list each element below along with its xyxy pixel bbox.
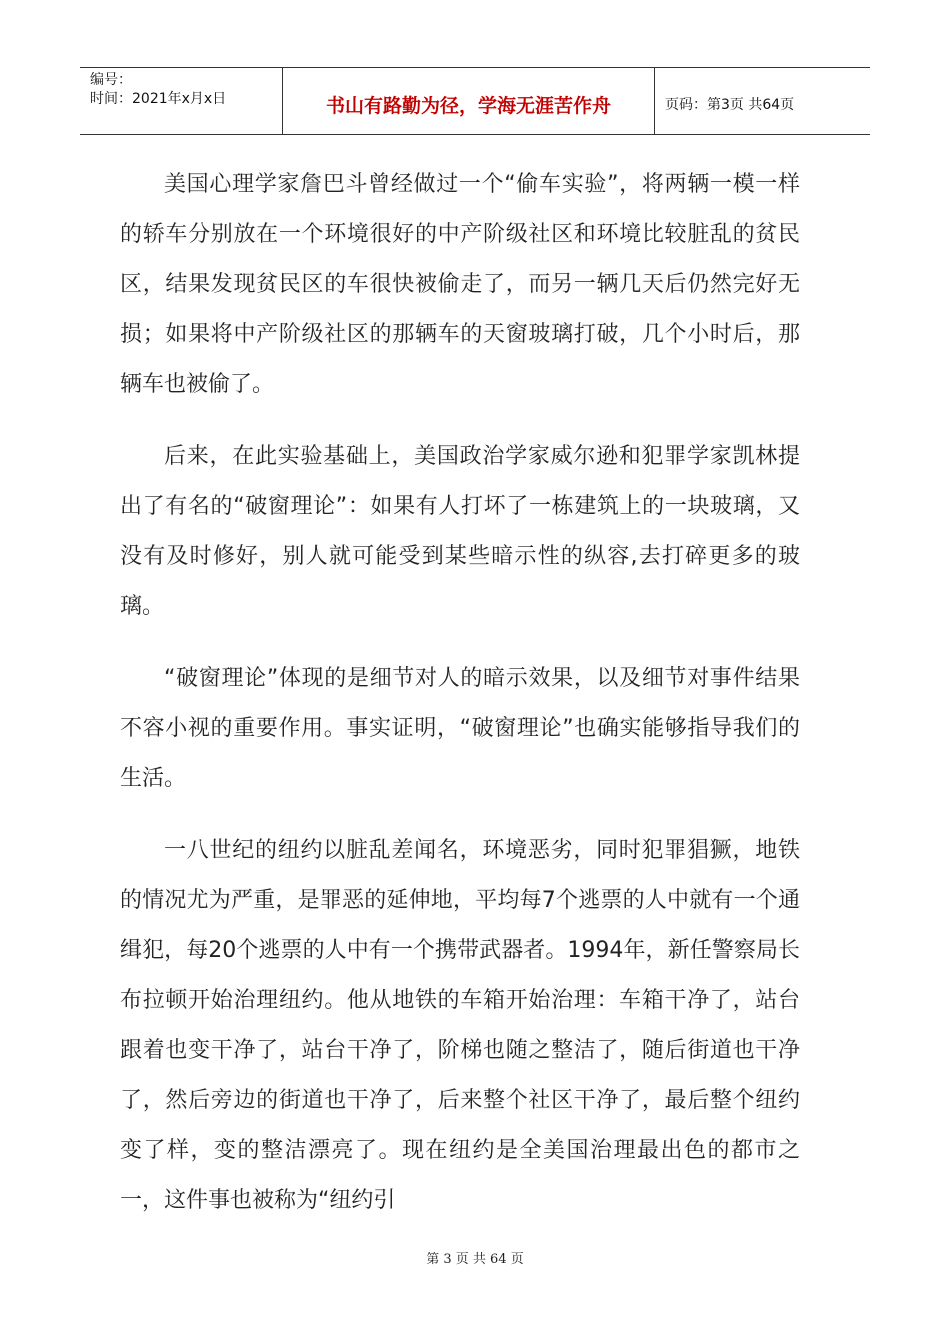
page-header bbox=[80, 67, 870, 135]
header-page-cell bbox=[655, 68, 870, 134]
document-body bbox=[120, 160, 800, 1226]
document-number-label: 编号： bbox=[90, 72, 132, 88]
page-footer: 第 3 页 共 64 页 bbox=[426, 1252, 524, 1267]
paragraph-2: 后来，在此实验基础上，美国政治学家威尔逊和犯罪学家凯林提出了有名的“破窗理论”：如果有人打坏了一栋建筑上的一块玻璃，又没有及时修好，别人就可能受到某些暗示性的纵容,去打碎更多的玻璃。 bbox=[120, 444, 800, 619]
paragraph-3: “破窗理论”体现的是细节对人的暗示效果，以及细节对事件结果不容小视的重要作用。事实证明，“破窗理论”也确实能够指导我们的生活。 bbox=[120, 666, 800, 791]
paragraph-4: 一八世纪的纽约以脏乱差闻名，环境恶劣，同时犯罪猖獗，地铁的情况尤为严重，是罪恶的延伸地，平均每7个逃票的人中就有一个通缉犯，每20个逃票的人中有一个携带武器者。1994年，新任警察局长布拉顿开始治理纽约。他从地铁的车箱开始治理：车箱干净了，站台跟着也变干净了，站台干净了，阶梯也随之整洁了，随后街道也干净了，然后旁边的街道也干净了，后来整个社区干净了，最后整个纽约变了样，变的整洁漂亮了。现在纽约是全美国治理最出色的都市之一，这件事也被称为“纽约引 bbox=[120, 838, 800, 1213]
header-info-cell bbox=[80, 68, 283, 134]
paragraph-1: 美国心理学家詹巴斗曾经做过一个“偷车实验”，将两辆一模一样的轿车分别放在一个环境很好的中产阶级社区和环境比较脏乱的贫民区，结果发现贫民区的车很快被偷走了，而另一辆几天后仍然完好无损；如果将中产阶级社区的那辆车的天窗玻璃打破，几个小时后，那辆车也被偷了。 bbox=[120, 172, 800, 397]
header-page-code: 页码：第3页 共64页 bbox=[665, 97, 795, 113]
document-time-label: 时间：2021年x月x日 bbox=[90, 91, 227, 107]
header-motto: 书山有路勤为径，学海无涯苦作舟 bbox=[325, 94, 611, 117]
header-motto-cell bbox=[283, 68, 655, 134]
